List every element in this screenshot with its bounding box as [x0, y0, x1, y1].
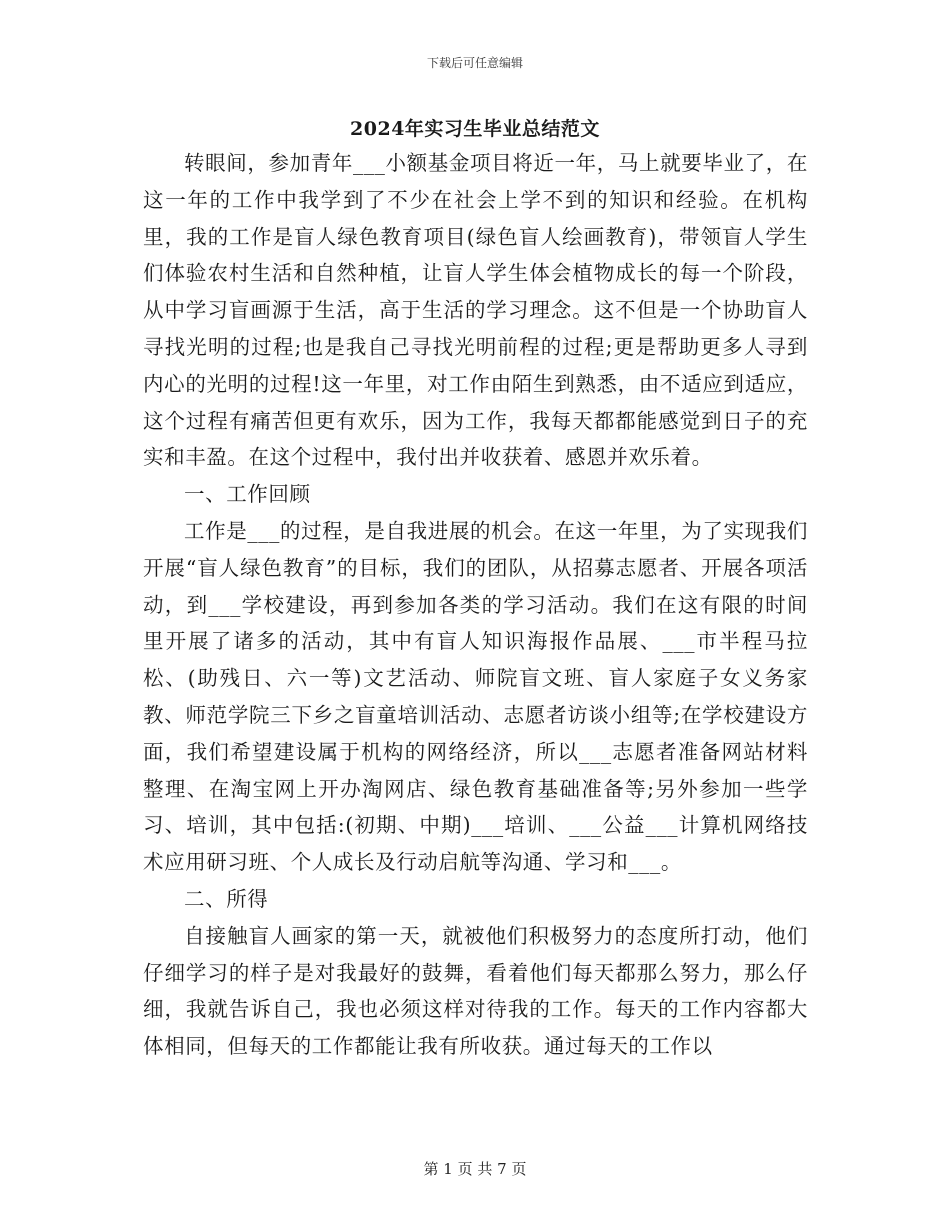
page-header-note: 下载后可任意编辑 — [426, 56, 523, 70]
paragraph-work-review: 工作是___的过程，是自我进展的机会。在这一年里，为了实现我们开展“盲人绿色教育”的目标，我们的团队，从招募志愿者、开展各项活动，到___学校建设，再到参加各类的学习活动。我们在这有限的时间里开展了诸多的活动，其中有盲人知识海报作品展、___市半程马拉松、(助残日、六一等)文艺活动、师院盲文班、盲人家庭子女义务家教、师范学院三下乡之盲童培训活动、志愿者访谈小组等;在学校建设方面，我们希望建设属于机构的网络经济，所以___志愿者准备网站材料整理、在淘宝网上开办淘网店、绿色教育基础准备等;另外参加一些学习、培训，其中包括:(初期、中期)___培训、___公益___计算机网络技术应用研习班、个人成长及行动启航等沟通、学习和___。 — [143, 518, 808, 875]
section-heading-gains: 二、所得 — [184, 886, 269, 911]
paragraph-intro: 转眼间，参加青年___小额基金项目将近一年，马上就要毕业了，在这一年的工作中我学到了不少在社会上学不到的知识和经验。在机构里，我的工作是盲人绿色教育项目(绿色盲人绘画教育)，带领盲人学生们体验农村生活和自然种植，让盲人学生体会植物成长的每一个阶段，从中学习盲画源于生活，高于生活的学习理念。这不但是一个协助盲人寻找光明的过程;也是我自己寻找光明前程的过程;更是帮助更多人寻到内心的光明的过程!这一年里，对工作由陌生到熟悉，由不适应到适应，这个过程有痛苦但更有欢乐，因为工作，我每天都都能感觉到日子的充实和丰盈。在这个过程中，我付出并收获着、感恩并欢乐着。 — [143, 151, 808, 470]
paragraph-gains: 自接触盲人画家的第一天，就被他们积极努力的态度所打动，他们仔细学习的样子是对我最好的鼓舞，看着他们每天都那么努力，那么仔细，我就告诉自己，我也必须这样对待我的工作。每天的工作内容都大体相同，但每天的工作都能让我有所收获。通过每天的工作以 — [143, 923, 808, 1059]
section-heading-work-review: 一、工作回顾 — [184, 482, 311, 507]
document-body — [143, 145, 808, 1065]
document-title: 2024年实习生毕业总结范文 — [350, 118, 600, 140]
page-number-footer: 第 1 页 共 7 页 — [423, 1160, 527, 1178]
